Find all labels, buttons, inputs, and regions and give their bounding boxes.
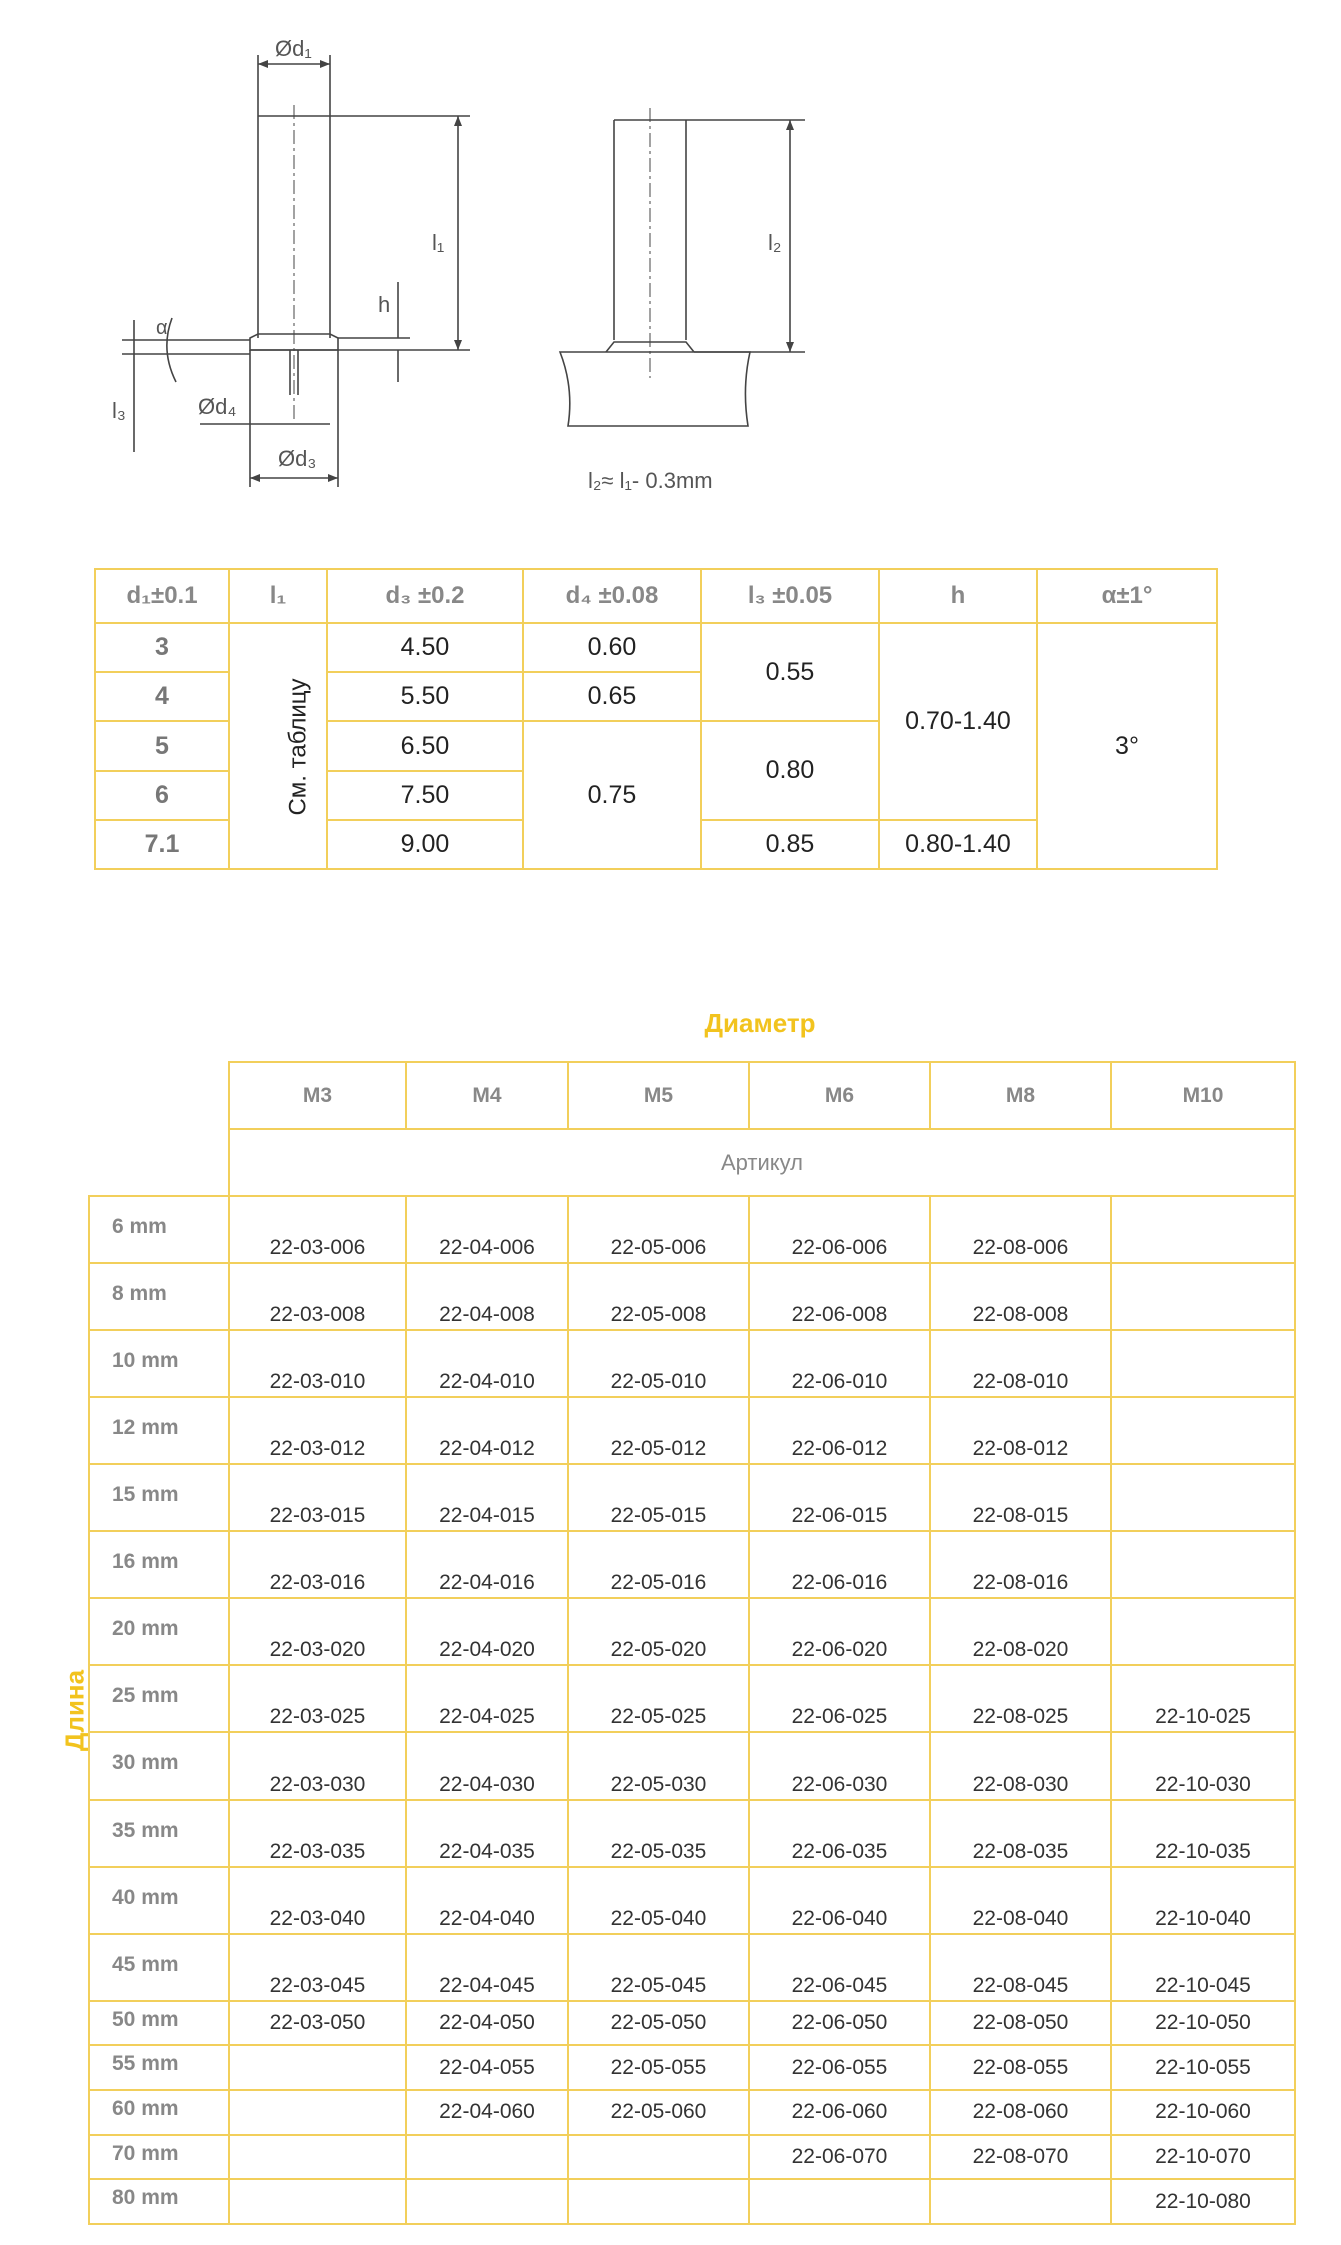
article-number: 22-06-020	[749, 1598, 930, 1665]
article-number: 22-04-006	[406, 1196, 568, 1263]
article-number: 22-03-040	[229, 1867, 406, 1934]
article-number: 22-05-035	[568, 1800, 749, 1867]
article-number: 22-05-015	[568, 1464, 749, 1531]
d3-value: 5.50	[327, 672, 523, 721]
article-number: 22-10-035	[1111, 1800, 1295, 1867]
article-number: 22-10-040	[1111, 1867, 1295, 1934]
article-number: 22-06-006	[749, 1196, 930, 1263]
article-number: 22-03-045	[229, 1934, 406, 2001]
length-label: 12 mm	[89, 1397, 229, 1464]
length-label: 70 mm	[89, 2135, 229, 2180]
length-label: 15 mm	[89, 1464, 229, 1531]
article-number: 22-06-025	[749, 1665, 930, 1732]
article-number: 22-04-035	[406, 1800, 568, 1867]
article-number	[749, 2179, 930, 2224]
length-label: 30 mm	[89, 1732, 229, 1799]
l3-value: 0.85	[701, 820, 879, 869]
length-label: 10 mm	[89, 1330, 229, 1397]
article-number: 22-06-045	[749, 1934, 930, 2001]
length-label: 25 mm	[89, 1665, 229, 1732]
l3-value: 0.80	[701, 721, 879, 819]
article-number	[229, 2179, 406, 2224]
article-number: 22-05-008	[568, 1263, 749, 1330]
diameter-header: M6	[749, 1062, 930, 1129]
diameter-header: M5	[568, 1062, 749, 1129]
article-number: 22-08-012	[930, 1397, 1111, 1464]
h-value: 0.80-1.40	[879, 820, 1037, 869]
spec-table	[94, 568, 1218, 870]
diameter-header: M4	[406, 1062, 568, 1129]
article-number: 22-08-020	[930, 1598, 1111, 1665]
length-label: 50 mm	[89, 2001, 229, 2046]
article-number: 22-04-020	[406, 1598, 568, 1665]
article-number: 22-06-015	[749, 1464, 930, 1531]
article-number: 22-04-030	[406, 1732, 568, 1799]
article-number: 22-04-008	[406, 1263, 568, 1330]
diameter-header: M3	[229, 1062, 406, 1129]
article-number: 22-08-070	[930, 2135, 1111, 2180]
d1-value: 3	[95, 623, 229, 672]
article-number: 22-04-010	[406, 1330, 568, 1397]
label-d4: Ød₄	[198, 394, 237, 419]
article-number: 22-05-045	[568, 1934, 749, 2001]
article-number	[229, 2090, 406, 2135]
header-alpha: α±1°	[1037, 569, 1217, 623]
d1-value: 6	[95, 771, 229, 820]
article-number: 22-04-055	[406, 2045, 568, 2090]
article-number	[229, 2135, 406, 2180]
header-l3: l₃ ±0.05	[701, 569, 879, 623]
diameter-title: Диаметр	[704, 1008, 816, 1038]
label-l1: l₁	[432, 230, 445, 255]
label-h: h	[378, 292, 391, 317]
label-d3: Ød₃	[278, 446, 317, 471]
length-label: 20 mm	[89, 1598, 229, 1665]
article-number: 22-03-010	[229, 1330, 406, 1397]
article-number: 22-08-008	[930, 1263, 1111, 1330]
article-number: 22-03-020	[229, 1598, 406, 1665]
label-alpha: α	[156, 317, 168, 339]
d1-value: 4	[95, 672, 229, 721]
h-value: 0.70-1.40	[879, 623, 1037, 820]
article-number	[1111, 1531, 1295, 1598]
article-number: 22-10-060	[1111, 2090, 1295, 2135]
article-number: 22-05-055	[568, 2045, 749, 2090]
article-number: 22-04-025	[406, 1665, 568, 1732]
article-number: 22-05-010	[568, 1330, 749, 1397]
article-number: 22-03-012	[229, 1397, 406, 1464]
article-number: 22-05-040	[568, 1867, 749, 1934]
article-number: 22-04-040	[406, 1867, 568, 1934]
article-number	[930, 2179, 1111, 2224]
article-number: 22-08-055	[930, 2045, 1111, 2090]
article-number: 22-04-016	[406, 1531, 568, 1598]
length-label: 35 mm	[89, 1800, 229, 1867]
article-number	[568, 2179, 749, 2224]
article-number: 22-03-050	[229, 2001, 406, 2046]
article-number: 22-10-050	[1111, 2001, 1295, 2046]
article-table	[88, 1061, 1296, 2225]
article-number: 22-04-060	[406, 2090, 568, 2135]
article-number	[1111, 1330, 1295, 1397]
article-number: 22-06-008	[749, 1263, 930, 1330]
article-number: 22-03-030	[229, 1732, 406, 1799]
article-number	[1111, 1598, 1295, 1665]
article-number	[406, 2179, 568, 2224]
article-number	[406, 2135, 568, 2180]
technical-drawing	[0, 0, 1341, 520]
label-l2: l₂	[768, 230, 782, 255]
diameter-header: M10	[1111, 1062, 1295, 1129]
article-number: 22-03-015	[229, 1464, 406, 1531]
article-number: 22-04-045	[406, 1934, 568, 2001]
l1-note: См. таблицу	[229, 623, 327, 869]
d3-value: 6.50	[327, 721, 523, 770]
article-number: 22-06-070	[749, 2135, 930, 2180]
article-number: 22-06-030	[749, 1732, 930, 1799]
length-label: 16 mm	[89, 1531, 229, 1598]
article-number: 22-03-035	[229, 1800, 406, 1867]
length-label: 45 mm	[89, 1934, 229, 2001]
article-number: 22-05-012	[568, 1397, 749, 1464]
header-d1: d₁±0.1	[95, 569, 229, 623]
d1-value: 7.1	[95, 820, 229, 869]
d3-value: 9.00	[327, 820, 523, 869]
article-number: 22-06-010	[749, 1330, 930, 1397]
article-number: 22-08-050	[930, 2001, 1111, 2046]
d4-value: 0.60	[523, 623, 701, 672]
length-title: Длина	[59, 1669, 90, 1752]
article-number: 22-06-035	[749, 1800, 930, 1867]
article-number: 22-04-012	[406, 1397, 568, 1464]
article-number: 22-08-025	[930, 1665, 1111, 1732]
article-number: 22-08-040	[930, 1867, 1111, 1934]
article-number: 22-10-045	[1111, 1934, 1295, 2001]
artikul-label: Артикул	[229, 1129, 1295, 1196]
article-number	[1111, 1397, 1295, 1464]
article-number: 22-06-060	[749, 2090, 930, 2135]
d3-value: 4.50	[327, 623, 523, 672]
l3-value: 0.55	[701, 623, 879, 721]
article-number: 22-04-050	[406, 2001, 568, 2046]
article-number: 22-08-045	[930, 1934, 1111, 2001]
article-number: 22-05-016	[568, 1531, 749, 1598]
diameter-header: M8	[930, 1062, 1111, 1129]
article-number: 22-08-010	[930, 1330, 1111, 1397]
article-number: 22-10-030	[1111, 1732, 1295, 1799]
article-number: 22-08-015	[930, 1464, 1111, 1531]
article-number: 22-06-012	[749, 1397, 930, 1464]
formula-l2: l₂≈ l₁- 0.3mm	[588, 468, 713, 493]
article-number: 22-10-070	[1111, 2135, 1295, 2180]
article-number: 22-03-016	[229, 1531, 406, 1598]
article-number: 22-05-060	[568, 2090, 749, 2135]
article-number	[229, 2045, 406, 2090]
length-label: 6 mm	[89, 1196, 229, 1263]
article-number: 22-08-060	[930, 2090, 1111, 2135]
article-number: 22-10-025	[1111, 1665, 1295, 1732]
length-label: 55 mm	[89, 2045, 229, 2090]
article-number	[1111, 1263, 1295, 1330]
d4-value: 0.65	[523, 672, 701, 721]
d4-value: 0.75	[523, 721, 701, 869]
article-number: 22-05-030	[568, 1732, 749, 1799]
article-number: 22-08-035	[930, 1800, 1111, 1867]
article-number: 22-10-055	[1111, 2045, 1295, 2090]
corner-cell	[89, 1062, 229, 1196]
article-number: 22-08-030	[930, 1732, 1111, 1799]
article-number: 22-06-055	[749, 2045, 930, 2090]
article-number: 22-03-025	[229, 1665, 406, 1732]
label-d1: Ød₁	[275, 36, 312, 61]
article-number: 22-08-006	[930, 1196, 1111, 1263]
article-number: 22-06-050	[749, 2001, 930, 2046]
alpha-value: 3°	[1037, 623, 1217, 869]
article-number: 22-05-050	[568, 2001, 749, 2046]
article-number: 22-10-080	[1111, 2179, 1295, 2224]
article-number	[1111, 1464, 1295, 1531]
d1-value: 5	[95, 721, 229, 770]
length-label: 40 mm	[89, 1867, 229, 1934]
article-number: 22-06-040	[749, 1867, 930, 1934]
length-label: 80 mm	[89, 2179, 229, 2224]
article-number: 22-04-015	[406, 1464, 568, 1531]
article-number	[1111, 1196, 1295, 1263]
article-number: 22-06-016	[749, 1531, 930, 1598]
header-l1: l₁	[229, 569, 327, 623]
length-label: 60 mm	[89, 2090, 229, 2135]
article-number: 22-03-008	[229, 1263, 406, 1330]
header-h: h	[879, 569, 1037, 623]
label-l3: l₃	[112, 398, 126, 423]
length-label: 8 mm	[89, 1263, 229, 1330]
article-number: 22-05-020	[568, 1598, 749, 1665]
d3-value: 7.50	[327, 771, 523, 820]
article-number: 22-05-006	[568, 1196, 749, 1263]
header-d4: d₄ ±0.08	[523, 569, 701, 623]
header-d3: d₃ ±0.2	[327, 569, 523, 623]
article-number: 22-03-006	[229, 1196, 406, 1263]
article-number	[568, 2135, 749, 2180]
article-number: 22-05-025	[568, 1665, 749, 1732]
article-number: 22-08-016	[930, 1531, 1111, 1598]
